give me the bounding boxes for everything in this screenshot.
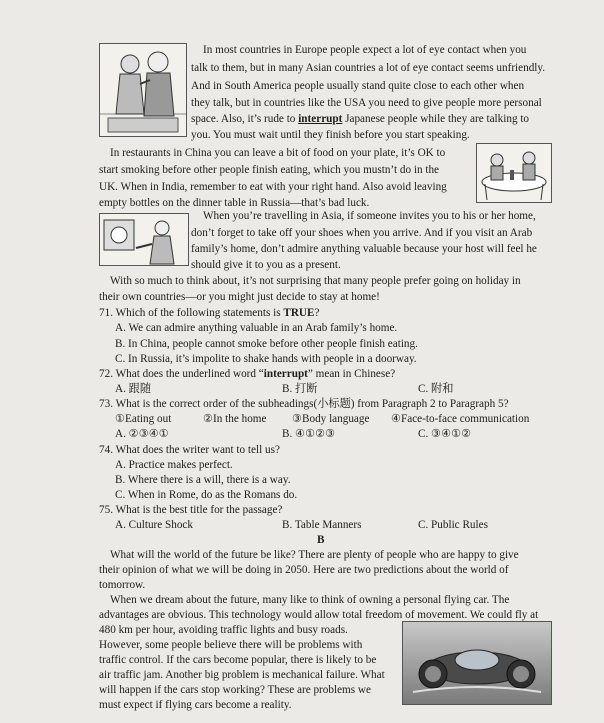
b-para1-line3: tomorrow.	[99, 579, 146, 591]
underlined-word-interrupt: interrupt	[298, 113, 343, 125]
q73-item-2: ②In the home	[203, 413, 267, 425]
dinner-table-illustration	[476, 143, 552, 203]
para2-line2: start smoking before other people finish eating, which you mustn’t do in the	[99, 164, 440, 176]
q74-option-c: C. When in Rome, do as the Romans do.	[115, 489, 298, 501]
para2-line4: empty bottles on the dinner table in Russia—that’s bad luck.	[99, 197, 370, 209]
para1-line4: they talk, but in countries like the USA you need to give people more personal	[191, 97, 542, 109]
question-74: 74. What does the writer want to tell us?	[99, 444, 280, 456]
section-b-heading: B	[317, 534, 325, 546]
q72-option-a: A. 跟随	[115, 383, 152, 395]
q73-item-4: ④Face-to-face communication	[391, 413, 530, 425]
para1-line6: you. You must wait until they finish before you start speaking.	[191, 129, 470, 141]
question-73: 73. What is the correct order of the subheadings(小标题) from Paragraph 2 to Paragraph 5?	[99, 398, 509, 410]
para1-line5	[191, 112, 529, 126]
q73-item-1: ①Eating out	[115, 413, 172, 425]
para4-line1: With so much to think about, it’s not surprising that many people prefer going on holiday in	[110, 275, 521, 287]
b-para2-line8: must expect if flying cars become a reality.	[99, 699, 292, 711]
b-para2-line2: advantages are obvious. This technology would allow total freedom of movement. We could fly at	[99, 609, 539, 621]
q75-option-b: B. Table Manners	[282, 519, 362, 531]
para4-line2: their own countries—or you might just decide to stay at home!	[99, 291, 380, 303]
b-para1-line1: What will the world of the future be like? There are plenty of people who are happy to give	[110, 549, 519, 561]
para1-line2: talk to them, but in many Asian countries a lot of eye contact seems unfriendly.	[191, 62, 546, 74]
para1-line5-start: space. Also, it’s rude to	[191, 113, 299, 125]
question-72	[99, 367, 395, 381]
para1-line3: And in South America people usually stand quite close to each other when	[191, 80, 525, 92]
para3-line4: should give it to you as a present.	[191, 259, 341, 271]
b-para2-line3: 480 km per hour, avoiding traffic lights and busy roads.	[99, 624, 348, 636]
b-para1-line2: their opinion of what we will be doing in 2050. Here are two predictions about the world of	[99, 564, 509, 576]
q73-option-c: C. ③④①②	[418, 428, 472, 440]
q72-text: 72. What does the underlined word “	[99, 368, 264, 380]
q74-option-a: A. Practice makes perfect.	[115, 459, 233, 471]
q72-end: ” mean in Chinese?	[307, 368, 396, 380]
q74-option-b: B. Where there is a will, there is a way.	[115, 474, 291, 486]
b-para2-line4: However, some people believe there will be problems with	[99, 639, 363, 651]
b-para2-line7: will happen if the cars stop working? These are problems we	[99, 684, 371, 696]
question-71	[99, 306, 319, 320]
q71-option-a: A. We can admire anything valuable in an Arab family’s home.	[115, 322, 398, 334]
q72-option-c: C. 附和	[418, 383, 454, 395]
q71-option-c: C. In Russia, it’s impolite to shake hands with people in a doorway.	[115, 353, 417, 365]
q75-option-c: C. Public Rules	[418, 519, 488, 531]
para3-line2: don’t forget to take off your shoes when you arrive. And if you visit an Arab	[191, 227, 533, 239]
para2-line1: In restaurants in China you can leave a bit of food on your plate, it’s OK to	[110, 147, 446, 159]
para1-line5-end: Japanese people while they are talking to	[342, 113, 530, 125]
home-visit-illustration	[99, 213, 189, 266]
para2-line3: UK. When in India, remember to eat with your right hand. Also avoid leaving	[99, 181, 447, 193]
b-para2-line1: When we dream about the future, many like to think of owning a personal flying car. The	[110, 594, 510, 606]
q71-text: 71. Which of the following statements is	[99, 307, 284, 319]
q73-option-b: B. ④①②③	[282, 428, 336, 440]
q71-option-b: B. In China, people cannot smoke before other people finish eating.	[115, 338, 418, 350]
q71-end: ?	[314, 307, 320, 319]
b-para2-line6: air traffic jam. Another big problem is mechanical failure. What	[99, 669, 385, 681]
b-para2-line5: traffic control. If the cars become popular, there is likely to be	[99, 654, 377, 666]
para1-line1: In most countries in Europe people expect a lot of eye contact when you	[203, 44, 527, 56]
q72-bold: interrupt	[263, 368, 308, 380]
q73-option-a: A. ②③④①	[115, 428, 169, 440]
flying-car-image	[402, 621, 552, 705]
para3-line1: When you’re travelling in Asia, if someone invites you to his or her home,	[203, 210, 536, 222]
q71-bold: TRUE	[283, 307, 315, 319]
q73-item-3: ③Body language	[292, 413, 370, 425]
question-75: 75. What is the best title for the passage?	[99, 504, 283, 516]
q75-option-a: A. Culture Shock	[115, 519, 193, 531]
conversation-illustration	[99, 43, 187, 137]
q72-option-b: B. 打断	[282, 383, 318, 395]
para3-line3: family’s home, don’t admire anything valuable because your host will feel he	[191, 243, 537, 255]
